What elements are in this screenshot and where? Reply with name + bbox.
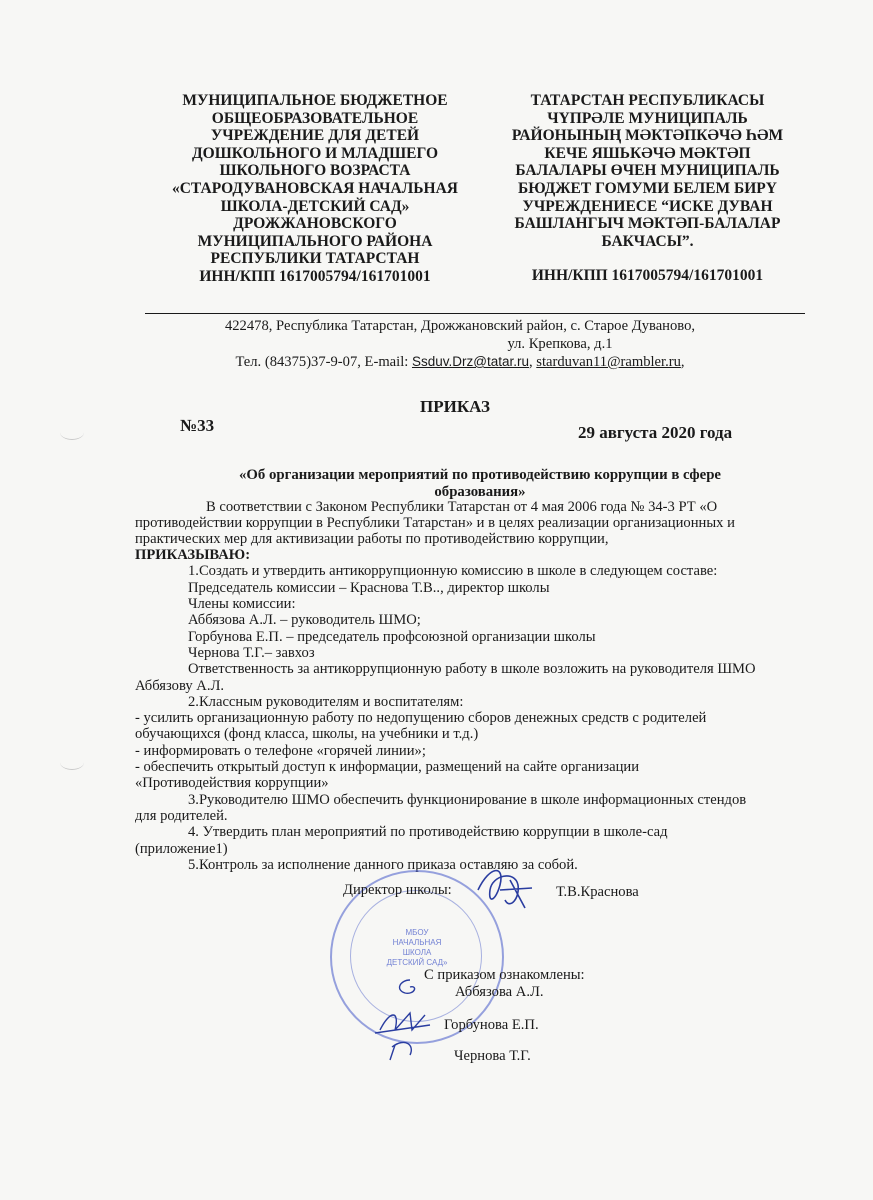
contact-line: Тел. (84375)37-9-07, E-mail: Ssduv.Drz@tatar.ru, starduvan11@rambler.ru, [235, 354, 685, 370]
header-left-line: ИНН/КПП 1617005794/161701001 [199, 267, 431, 285]
header-left-line: ШКОЛА-ДЕТСКИЙ САД» [220, 197, 410, 215]
body-line: 2.Классным руководителям и воспитателям: [188, 694, 464, 710]
body-line: Аббязову А.Л. [135, 678, 225, 694]
body-line: Горбунова Е.П. – председатель профсоюзной организации школы [188, 629, 596, 645]
binder-hole-mark [60, 755, 84, 770]
director-label: Директор школы: [343, 882, 452, 898]
seal-text: МБОУ НАЧАЛЬНАЯ ШКОЛА ДЕТСКИЙ САД» [386, 928, 448, 967]
body-line: (приложение1) [135, 841, 228, 857]
order-date: 29 августа 2020 года [578, 423, 733, 442]
body-line: Ответственность за антикоррупционную работу в школе возложить на руководителя ШМО [188, 661, 756, 677]
header-right-line: КЕЧЕ ЯШЬКӘЧӘ МӘКТӘП [544, 144, 751, 162]
header-right-line: БАКЧАСЫ”. [601, 232, 694, 250]
ack-name: Горбунова Е.П. [444, 1017, 539, 1033]
body-line: 4. Утвердить план мероприятий по противодействию коррупции в школе-сад [188, 824, 668, 840]
header-left-line: РЕСПУБЛИКИ ТАТАРСТАН [210, 250, 420, 268]
body-line: Аббязова А.Л. – руководитель ШМО; [188, 612, 421, 628]
header-left-line: МУНИЦИПАЛЬНОГО РАЙОНА [197, 232, 433, 250]
header-left-line: ДОШКОЛЬНОГО И МЛАДШЕГО [191, 144, 439, 162]
binder-hole-mark [60, 425, 84, 440]
body-line: «Противодействия коррупции» [135, 775, 329, 791]
order-subject: «Об организации мероприятий по противодействию коррупции в сфере образования» [238, 467, 722, 500]
header-left-line: МУНИЦИПАЛЬНОЕ БЮДЖЕТНОЕ [182, 92, 448, 109]
body-line: Чернова Т.Г.– завхоз [188, 645, 315, 661]
ack-signatures [370, 975, 450, 1065]
order-title: ПРИКАЗ [420, 397, 490, 416]
header-right-line: ИНН/КПП 1617005794/161701001 [531, 267, 764, 285]
body-line: В соответствии с Законом Республики Татарстан от 4 мая 2006 года № 34-3 РТ «О [206, 499, 718, 515]
header-right-line: ЧҮПРӘЛЕ МУНИЦИПАЛЬ [547, 109, 748, 127]
body-line: ПРИКАЗЫВАЮ: [135, 547, 251, 563]
ack-name: Чернова Т.Г. [454, 1048, 531, 1064]
header-left-line: ОБЩЕОБРАЗОВАТЕЛЬНОЕ [211, 109, 419, 127]
address-block [130, 317, 790, 371]
header-left [140, 92, 490, 286]
body-line: обучающихся (фонд класса, школы, на учебники и т.д.) [135, 726, 479, 742]
address-line-2: ул. Крепкова, д.1 [507, 336, 613, 352]
director-name: Т.В.Краснова [556, 884, 639, 900]
email-link-tatar[interactable]: Ssduv.Drz@tatar.ru [411, 354, 529, 369]
header-right-line: ТАТАРСТАН РЕСПУБЛИКАСЫ [530, 92, 765, 109]
header-left-line: ШКОЛЬНОГО ВОЗРАСТА [219, 162, 411, 180]
body-line: - обеспечить открытый доступ к информации, размещений на сайте организации [135, 759, 640, 775]
header-left-line: ДРОЖЖАНОВСКОГО [233, 215, 397, 233]
address-line-1: 422478, Республика Татарстан, Дрожжановский район, с. Старое Дуваново, [224, 318, 696, 334]
header-right-line: БАЛАЛАРЫ ӨЧЕН МУНИЦИПАЛЬ [515, 162, 780, 180]
body-line: Члены комиссии: [188, 596, 296, 612]
body-line: 1.Создать и утвердить антикоррупционную комиссию в школе в следующем составе: [188, 563, 718, 579]
header-right-line: БЮДЖЕТ ГОМУМИ БЕЛЕМ БИРҮ [518, 179, 777, 197]
header-right-line: РАЙОНЫНЫҢ МӘКТӘПКӘЧӘ ҺӘМ [511, 127, 784, 145]
header-right [470, 92, 825, 285]
order-number: №33 [180, 416, 215, 435]
body-line: практических мер для активизации работы по противодействию коррупции, [135, 531, 609, 547]
header-divider [145, 313, 805, 314]
header-right-line: БАШЛАНГЫЧ МӘКТӘП-БАЛАЛАР [514, 215, 781, 233]
body-line: Председатель комиссии – Краснова Т.В.., директор школы [188, 580, 550, 596]
body-line: 5.Контроль за исполнение данного приказа оставляю за собой. [188, 857, 578, 873]
acknowledgement-label: С приказом ознакомлены: [424, 967, 585, 983]
body-line: - информировать о телефоне «горячей линии»; [135, 743, 426, 759]
body-line: для родителей. [135, 808, 228, 824]
ack-name: Аббязова А.Л. [455, 984, 544, 1000]
body-line: 3.Руководителю ШМО обеспечить функционирование в школе информационных стендов [188, 792, 747, 808]
body-line: - усилить организационную работу по недопущению сборов денежных средств с родителей [135, 710, 707, 726]
header-left-line: «СТАРОДУВАНОВСКАЯ НАЧАЛЬНАЯ [171, 179, 458, 197]
header-right-line: УЧРЕЖДЕНИЕСЕ “ИСКЕ ДУВАН [522, 197, 773, 215]
header-left-line: УЧРЕЖДЕНИЕ ДЛЯ ДЕТЕЙ [210, 127, 420, 145]
director-signature [470, 860, 540, 920]
body-line: противодействии коррупции в Республики Татарстан» и в целях реализации организационных и [135, 515, 735, 531]
email-link-rambler[interactable]: starduvan11@rambler.ru [536, 354, 681, 370]
